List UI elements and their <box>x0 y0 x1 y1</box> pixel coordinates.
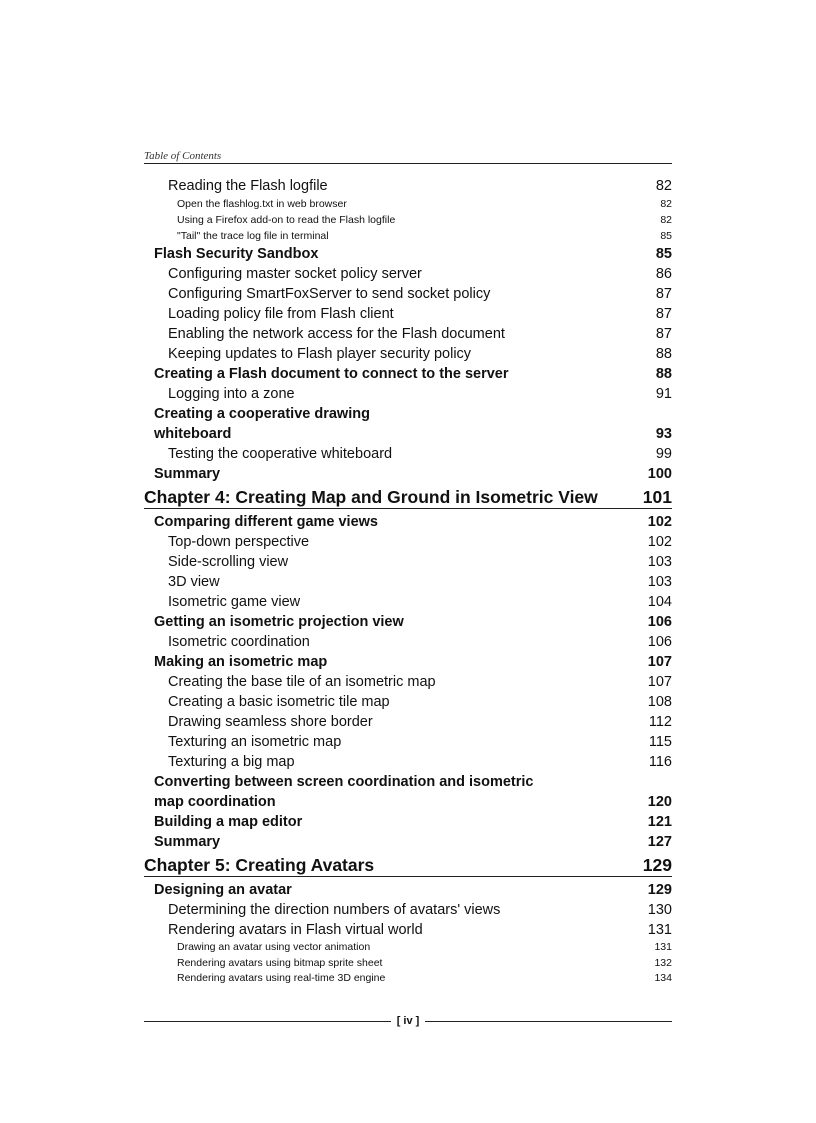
toc-entry[interactable] <box>144 880 672 900</box>
toc-entry[interactable] <box>144 940 672 956</box>
toc-entry-page: 107 <box>647 654 672 670</box>
toc-entry-title: Rendering avatars in Flash virtual world <box>168 922 423 938</box>
toc-entry[interactable] <box>144 384 672 404</box>
toc-entry-title: Drawing seamless shore border <box>168 714 373 730</box>
toc-entry[interactable] <box>144 672 672 692</box>
toc-entry-title: Rendering avatars using real-time 3D engine <box>177 972 386 984</box>
toc-entry-title: map coordination <box>154 794 276 810</box>
toc-entry[interactable] <box>144 552 672 572</box>
toc-entry-page: 87 <box>655 326 672 342</box>
toc-entry[interactable] <box>144 732 672 752</box>
toc-entry-page: 103 <box>647 574 672 590</box>
toc-entry[interactable] <box>144 228 672 244</box>
toc-entry[interactable] <box>144 652 672 672</box>
toc-entry-page: 87 <box>655 306 672 322</box>
toc-entry-title: Comparing different game views <box>154 514 378 530</box>
toc-entry-title: Creating a cooperative drawing <box>154 406 370 422</box>
toc-entry-page: 106 <box>647 634 672 650</box>
toc-entry-page: 115 <box>648 734 672 750</box>
toc-entry-page: 103 <box>647 554 672 570</box>
toc-entry[interactable] <box>144 692 672 712</box>
toc-entry[interactable] <box>144 612 672 632</box>
footer-rule-right <box>425 1021 672 1022</box>
toc-entry-page: 88 <box>655 366 672 382</box>
toc-entry-title: Texturing an isometric map <box>168 734 342 750</box>
page-footer <box>144 1013 672 1029</box>
toc-entry-title: Texturing a big map <box>168 754 295 770</box>
toc-entry-page: 132 <box>654 956 672 969</box>
toc-entry-title: Creating the base tile of an isometric map <box>168 674 436 690</box>
toc-entry-title: Open the flashlog.txt in web browser <box>177 198 347 210</box>
toc-entry-title: Summary <box>154 834 221 850</box>
toc-entry-page: 91 <box>655 386 672 402</box>
toc-entry-page: 129 <box>647 882 672 898</box>
toc-entry[interactable] <box>144 264 672 284</box>
toc-entry[interactable] <box>144 772 672 792</box>
toc-entry-title: Logging into a zone <box>168 386 295 402</box>
toc-entry-title: Configuring master socket policy server <box>168 266 422 282</box>
toc-entry-title: Top-down perspective <box>168 534 310 550</box>
toc-entry-title: Flash Security Sandbox <box>154 246 319 262</box>
toc-entry[interactable] <box>144 572 672 592</box>
toc-entry[interactable] <box>144 920 672 940</box>
toc-entry-title: Isometric coordination <box>168 634 310 650</box>
toc-entry[interactable] <box>144 512 672 532</box>
toc-entry[interactable] <box>144 212 672 228</box>
toc-entry-page: 86 <box>655 266 672 282</box>
toc-chapter-entry[interactable] <box>144 855 672 877</box>
toc-entry[interactable] <box>144 444 672 464</box>
toc-entry[interactable] <box>144 364 672 384</box>
toc-entry[interactable] <box>144 344 672 364</box>
toc-entry-title: Rendering avatars using bitmap sprite sheet <box>177 956 383 969</box>
toc-entry[interactable] <box>144 244 672 264</box>
toc-entry-page: 82 <box>660 214 672 226</box>
toc-entry-title: Building a map editor <box>154 814 303 830</box>
toc-entry-page: 134 <box>654 972 672 984</box>
toc-entry[interactable] <box>144 971 672 987</box>
toc-entry-page: 82 <box>660 198 672 210</box>
toc-entry[interactable] <box>144 632 672 652</box>
toc-entry-page: 112 <box>648 714 672 730</box>
toc-entry-page: 93 <box>655 426 672 442</box>
toc-entry-title: Creating a Flash document to connect to the server <box>154 366 509 382</box>
toc-entry-title: Isometric game view <box>168 594 301 610</box>
toc-entry-title: Using a Firefox add-on to read the Flash logfile <box>177 214 396 226</box>
toc-entry-page: 106 <box>647 614 672 630</box>
toc-entry[interactable] <box>144 752 672 772</box>
toc-entry-title: Side-scrolling view <box>168 554 289 570</box>
toc-entry-title: Chapter 5: Creating Avatars <box>144 855 375 875</box>
toc-entry-title: Determining the direction numbers of avatars' views <box>168 902 501 918</box>
toc-entry-title: Summary <box>154 466 221 482</box>
toc-entry-page: 129 <box>642 855 672 875</box>
toc-entry-page: 101 <box>642 487 672 507</box>
toc-entry[interactable] <box>144 196 672 212</box>
toc-entry-title: Keeping updates to Flash player security policy <box>168 346 472 362</box>
toc-entry-page: 116 <box>648 754 672 770</box>
header-title: Table of Contents <box>144 150 222 162</box>
toc-entry[interactable] <box>144 956 672 972</box>
page-number: [ iv ] <box>396 1015 420 1027</box>
toc-entry-title: Making an isometric map <box>154 654 328 670</box>
toc-entry-title: Getting an isometric projection view <box>154 614 404 630</box>
toc-entry-page: 88 <box>655 346 672 362</box>
toc-entry[interactable] <box>144 424 672 444</box>
toc-chapter-entry[interactable] <box>144 487 672 509</box>
toc-entry[interactable] <box>144 304 672 324</box>
toc-entry-page: 130 <box>647 902 672 918</box>
toc-entry-page: 100 <box>647 466 672 482</box>
toc-entry-title: Loading policy file from Flash client <box>168 306 394 322</box>
toc-entry[interactable] <box>144 464 672 484</box>
toc-entry[interactable] <box>144 712 672 732</box>
toc-entry-title: Converting between screen coordination and isometric <box>154 774 534 790</box>
toc-entry-page: 99 <box>655 446 672 462</box>
toc-entry[interactable] <box>144 592 672 612</box>
toc-entry-page: 82 <box>655 178 672 194</box>
toc-entry-page: 104 <box>647 594 672 610</box>
toc-entry[interactable] <box>144 792 672 812</box>
toc-entry[interactable] <box>144 324 672 344</box>
toc-entry-page: 131 <box>654 941 672 953</box>
toc-entry[interactable] <box>144 832 672 852</box>
toc-entry-page: 121 <box>647 814 672 830</box>
toc-entry-title: whiteboard <box>154 426 232 442</box>
toc-entry[interactable] <box>144 404 672 424</box>
toc-entry[interactable] <box>144 532 672 552</box>
toc-entry-page: 108 <box>647 694 672 710</box>
toc-entry-title: Drawing an avatar using vector animation <box>177 941 371 953</box>
toc-entry-title: Configuring SmartFoxServer to send socket policy <box>168 286 491 302</box>
toc-entry-title: Designing an avatar <box>154 882 292 898</box>
toc-entry[interactable] <box>144 900 672 920</box>
toc-entry-title: Testing the cooperative whiteboard <box>168 446 393 462</box>
toc-entry-title: "Tail" the trace log file in terminal <box>177 230 329 242</box>
toc-entry-page: 131 <box>647 922 672 938</box>
toc-entry[interactable] <box>144 812 672 832</box>
toc-entry-title: 3D view <box>168 574 220 590</box>
toc-entry-page: 102 <box>647 514 672 530</box>
toc-entry-title: Creating a basic isometric tile map <box>168 694 390 710</box>
toc-entry-page: 127 <box>647 834 672 850</box>
toc-entry-page: 85 <box>660 230 672 242</box>
toc-entry-title: Enabling the network access for the Flash document <box>168 326 505 342</box>
toc-entry-title: Chapter 4: Creating Map and Ground in Isometric View <box>144 487 598 507</box>
running-header <box>144 146 672 164</box>
toc-entry-page: 87 <box>655 286 672 302</box>
table-of-contents <box>144 176 672 987</box>
toc-entry[interactable] <box>144 284 672 304</box>
toc-entry-page: 107 <box>647 674 672 690</box>
toc-entry-title: Reading the Flash logfile <box>168 178 328 194</box>
toc-entry-page: 120 <box>647 794 672 810</box>
footer-rule-left <box>144 1021 391 1022</box>
toc-entry-page: 85 <box>655 246 672 262</box>
toc-entry-page: 102 <box>647 534 672 550</box>
toc-entry[interactable] <box>144 176 672 196</box>
